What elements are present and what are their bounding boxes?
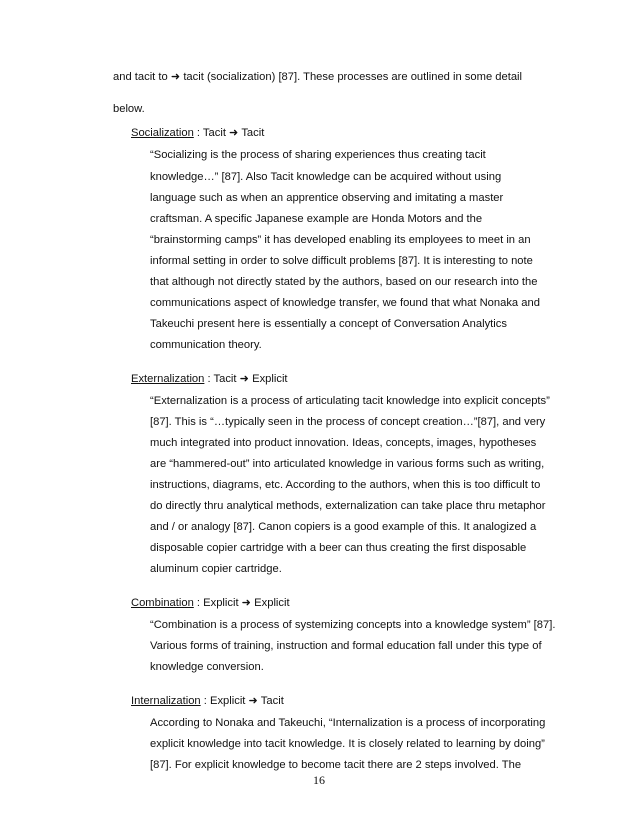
paragraph-line: much integrated into product innovation. Ideas, concepts, images, hypotheses [150, 437, 537, 449]
conversion-mode: : Explicit ➜ Explicit [193, 597, 290, 609]
section-heading-combination [131, 596, 290, 610]
paragraph-line: “Combination is a process of systemizing concepts into a knowledge system” [87]. [150, 619, 556, 631]
paragraph-line: “Socializing is the process of sharing experiences thus creating tacit [150, 149, 486, 161]
term-combination: Combination [131, 597, 194, 609]
paragraph-line: that although not directly stated by the authors, based on our research into the [150, 276, 538, 288]
term-socialization: Socialization [131, 127, 194, 139]
paragraph-line: aluminum copier cartridge. [150, 563, 282, 575]
paragraph-line: are “hammered-out” into articulated knowledge in various forms such as writing, [150, 458, 545, 470]
paragraph-line: instructions, diagrams, etc. According to the authors, when this is too difficult to [150, 479, 541, 491]
paragraph-line: [87]. For explicit knowledge to become tacit there are 2 steps involved. The [150, 759, 522, 771]
paragraph-line: “brainstorming camps” it has developed enabling its employees to meet in an [150, 234, 531, 246]
term-internalization: Internalization [131, 695, 201, 707]
paragraph-line: communication theory. [150, 339, 262, 351]
paragraph-line: disposable copier cartridge with a beer can thus creating the first disposable [150, 542, 527, 554]
paragraph-line: Various forms of training, instruction and formal education fall under this type of [150, 640, 542, 652]
paragraph-line: communications aspect of knowledge transfer, we found that what Nonaka and [150, 297, 540, 309]
section-heading-socialization [131, 126, 264, 140]
paragraph-line: craftsman. A specific Japanese example are Honda Motors and the [150, 213, 483, 225]
intro-line: and tacit to ➜ tacit (socialization) [87]. These processes are outlined in some detail [113, 71, 523, 83]
term-externalization: Externalization [131, 373, 205, 385]
paragraph-line: language such as when an apprentice observing and imitating a master [150, 192, 504, 204]
paragraph-line: informal setting in order to solve difficult problems [87]. It is interesting to note [150, 255, 533, 267]
paragraph-line: explicit knowledge into tacit knowledge. It is closely related to learning by doing” [150, 738, 545, 750]
intro-line: below. [113, 103, 145, 115]
paragraph-line: and / or analogy [87]. Canon copiers is a good example of this. It analogized a [150, 521, 537, 533]
paragraph-line: Takeuchi present here is essentially a concept of Conversation Analytics [150, 318, 507, 330]
paragraph-line: “Externalization is a process of articulating tacit knowledge into explicit concepts” [150, 395, 550, 407]
section-heading-internalization [131, 694, 284, 708]
paragraph-line: knowledge…” [87]. Also Tacit knowledge can be acquired without using [150, 171, 502, 183]
section-heading-externalization [131, 372, 288, 386]
conversion-mode: : Tacit ➜ Tacit [193, 127, 265, 139]
paragraph-line: knowledge conversion. [150, 661, 264, 673]
page-number: 16 [313, 773, 325, 787]
paragraph-line: [87]. This is “…typically seen in the process of concept creation…”[87], and very [150, 416, 546, 428]
paragraph-line: According to Nonaka and Takeuchi, “Internalization is a process of incorporating [150, 717, 546, 729]
conversion-mode: : Explicit ➜ Tacit [200, 695, 284, 707]
paragraph-line: do directly thru analytical methods, externalization can take place thru metaphor [150, 500, 546, 512]
conversion-mode: : Tacit ➜ Explicit [204, 373, 288, 385]
